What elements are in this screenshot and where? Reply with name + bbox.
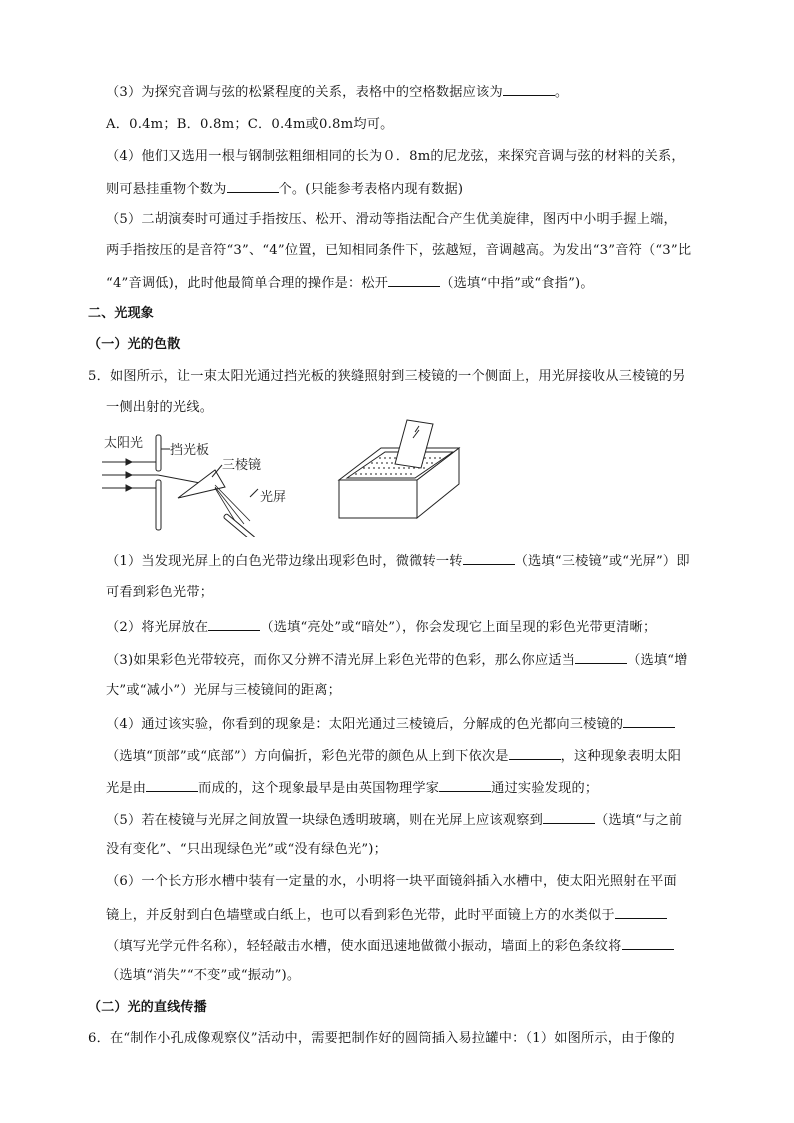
answer-blank[interactable]	[388, 273, 440, 287]
barrier-plate	[156, 435, 170, 530]
section-title: 二、光现象	[88, 306, 155, 321]
prism-shape	[178, 470, 225, 498]
label-sunlight: 太阳光	[104, 436, 144, 451]
q5-part6-line1: （6）一个长方形水槽中装有一定量的水，小明将一块平面镜斜插入水槽中，使太阳光照射在平面	[106, 874, 677, 889]
q4-part4-line2: 则可悬挂重物个数为 个。(只能参考表格内现有数据)	[106, 179, 463, 199]
q5-part6-line4: （选填“消失”“不变”或“振动”)。	[106, 968, 301, 983]
answer-blank[interactable]	[509, 746, 561, 760]
q4-part4-line1: （4）他们又选用一根与钢制弦粗细相同的长为０．8m的尼龙弦，来探究音调与弦的材料的关系，	[106, 149, 685, 164]
q4-part5-line3: “4”音调低)，此时他最简单合理的操作是：松开 （选填“中指”或“食指”)。	[106, 273, 594, 293]
q5-part3-line1: （3)如果彩色光带较亮，而你又分辨不清光屏上彩色光带的色彩，那么你应适当 （选填“增	[106, 650, 688, 670]
answer-blank[interactable]	[208, 617, 260, 631]
q5-part1-line2: 可看到彩色光带；	[106, 585, 214, 600]
answer-blank[interactable]	[623, 714, 675, 728]
answer-blank[interactable]	[227, 179, 279, 193]
label-prism: 三棱镜	[222, 458, 262, 473]
prism-setup-figure	[100, 425, 300, 537]
q5-part4-line3: 光是由 而成的，这个现象最早是由英国物理学家 通过实验发现的；	[106, 778, 598, 798]
q6-line1: 6．在“制作小孔成像观察仪”活动中，需要把制作好的圆筒插入易拉罐中：（1）如图所示，由于像的	[88, 1031, 675, 1046]
q5-part5-line2: 没有变化”、“只出现绿色光”或“没有绿色光”)；	[106, 842, 388, 857]
q5-intro-line1: 5．如图所示，让一束太阳光通过挡光板的狭缝照射到三棱镜的一个侧面上，用光屏接收从三棱镜的另	[88, 369, 686, 384]
q4-part3: （3）为探究音调与弦的松紧程度的关系，表格中的空格数据应该为 。	[106, 82, 568, 102]
q4-options: A．0.4m；B．0.8m；C．0.4m或0.8m均可。	[106, 117, 394, 132]
subsection-title: （一）光的色散	[88, 337, 181, 352]
q5-part1-line1: （1）当发现光屏上的白色光带边缘出现彩色时，微微转一转 （选填“三棱镜”或“光屏”）即	[106, 551, 690, 571]
answer-blank[interactable]	[439, 778, 491, 792]
q5-part4-line1: （4）通过该实验，你看到的现象是：太阳光通过三棱镜后，分解成的色光都向三棱镜的	[106, 714, 675, 734]
light-screen	[223, 513, 255, 537]
label-barrier: 挡光板	[170, 443, 210, 458]
sunlight-rays	[102, 459, 200, 491]
q5-intro-line2: 一侧出射的光线。	[106, 400, 214, 415]
q5-part3-line2: 大”或“减小”）光屏与三棱镜间的距离；	[106, 683, 342, 698]
answer-blank[interactable]	[146, 778, 198, 792]
q5-part5-line1: （5）若在棱镜与光屏之间放置一块绿色透明玻璃，则在光屏上应该观察到 （选填“与之前	[106, 810, 682, 830]
label-screen: 光屏	[260, 490, 287, 505]
answer-blank[interactable]	[622, 936, 674, 950]
q5-part6-line3: （填写光学元件名称），轻轻敲击水槽，使水面迅速地做微小振动，墙面上的彩色条纹将	[106, 936, 674, 956]
answer-blank[interactable]	[543, 810, 595, 824]
answer-blank[interactable]	[575, 650, 627, 664]
q4-part5-line2: 两手指按压的是音符“3”、“4”位置，已知相同条件下，弦越短，音调越高。为发出“3”音符（“3”比	[106, 243, 692, 258]
answer-blank[interactable]	[615, 905, 667, 919]
answer-blank[interactable]	[503, 82, 555, 96]
answer-blank[interactable]	[463, 551, 515, 565]
q4-part5-line1: （5）二胡演奏时可通过手指按压、松开、滑动等指法配合产生优美旋律，图丙中小明手握上端，	[106, 212, 677, 227]
q5-part6-line2: 镜上，并反射到白色墙壁或白纸上，也可以看到彩色光带，此时平面镜上方的水类似于	[106, 905, 667, 925]
subsection-title: （二）光的直线传播	[88, 1000, 207, 1015]
q5-part4-line2: （选填“顶部”或“底部”）方向偏折，彩色光带的颜色从上到下依次是 ，这种现象表明太阳	[106, 746, 681, 766]
water-tank-figure	[335, 418, 465, 522]
q5-part2: （2）将光屏放在 （选填“亮处”或“暗处”），你会发现它上面呈现的彩色光带更清晰；	[106, 617, 656, 637]
